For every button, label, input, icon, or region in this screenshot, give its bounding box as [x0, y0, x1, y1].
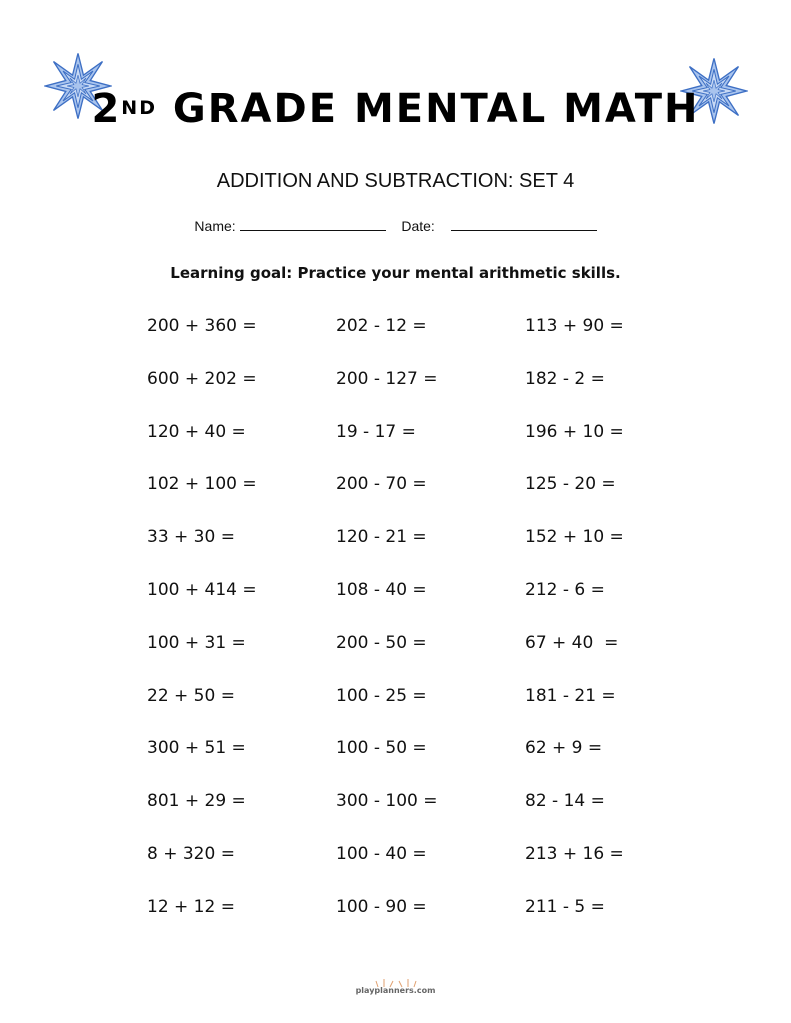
- math-problem: 300 - 100 =: [336, 791, 438, 812]
- math-problem: 100 - 25 =: [336, 685, 427, 706]
- math-problem: 211 - 5 =: [525, 896, 605, 917]
- math-problem: 213 + 16 =: [525, 844, 624, 864]
- math-problem: 801 + 29 =: [147, 791, 246, 812]
- math-problem: 300 + 51 =: [147, 738, 246, 759]
- math-problem: 100 + 31 =: [147, 632, 246, 653]
- title-number: 2: [91, 86, 122, 132]
- math-problem: 100 - 50 =: [336, 738, 427, 759]
- learning-goal: Learning goal: Practice your mental arithmetic skills.: [170, 264, 621, 282]
- worksheet-subtitle: ADDITION AND SUBTRACTION: SET 4: [216, 170, 575, 192]
- math-problem: 120 - 21 =: [336, 527, 427, 548]
- math-problem: 113 + 90 =: [525, 316, 624, 336]
- math-problem: 152 + 10 =: [525, 527, 624, 548]
- math-problem: 22 + 50 =: [147, 685, 235, 706]
- brand-footer: playplanners.com: [355, 986, 436, 995]
- name-label: Name:: [194, 218, 236, 234]
- math-problem: 102 + 100 =: [147, 474, 257, 495]
- math-problem: 62 + 9 =: [525, 738, 603, 759]
- math-problem: 82 - 14 =: [525, 791, 605, 812]
- math-problem: 33 + 30 =: [147, 527, 235, 548]
- math-problem: 202 - 12 =: [336, 316, 427, 336]
- math-problem: 200 - 50 =: [336, 632, 427, 653]
- math-problem: 108 - 40 =: [336, 580, 427, 600]
- math-problem: 67 + 40 =: [525, 632, 619, 653]
- math-problem: 19 - 17 =: [336, 421, 416, 442]
- math-problem: 600 + 202 =: [147, 368, 257, 389]
- title-text: GRADE MENTAL MATH: [156, 86, 700, 132]
- math-problem: 200 - 70 =: [336, 474, 427, 495]
- math-problem: 100 - 90 =: [336, 896, 427, 917]
- math-problem: 100 - 40 =: [336, 844, 427, 864]
- date-label: Date:: [401, 218, 435, 234]
- math-problem: 200 + 360 =: [147, 316, 257, 336]
- math-problem: 212 - 6 =: [525, 580, 605, 600]
- title-ordinal: ND: [121, 97, 157, 119]
- math-problem: 200 - 127 =: [336, 368, 438, 389]
- math-problem: 182 - 2 =: [525, 368, 605, 389]
- math-problem: 8 + 320 =: [147, 844, 235, 864]
- math-problem: 12 + 12 =: [147, 896, 235, 917]
- math-problem: 120 + 40 =: [147, 421, 246, 442]
- math-problem: 196 + 10 =: [525, 421, 624, 442]
- math-problem: 100 + 414 =: [147, 580, 257, 600]
- math-problem: 181 - 21 =: [525, 685, 616, 706]
- math-problem: 125 - 20 =: [525, 474, 616, 495]
